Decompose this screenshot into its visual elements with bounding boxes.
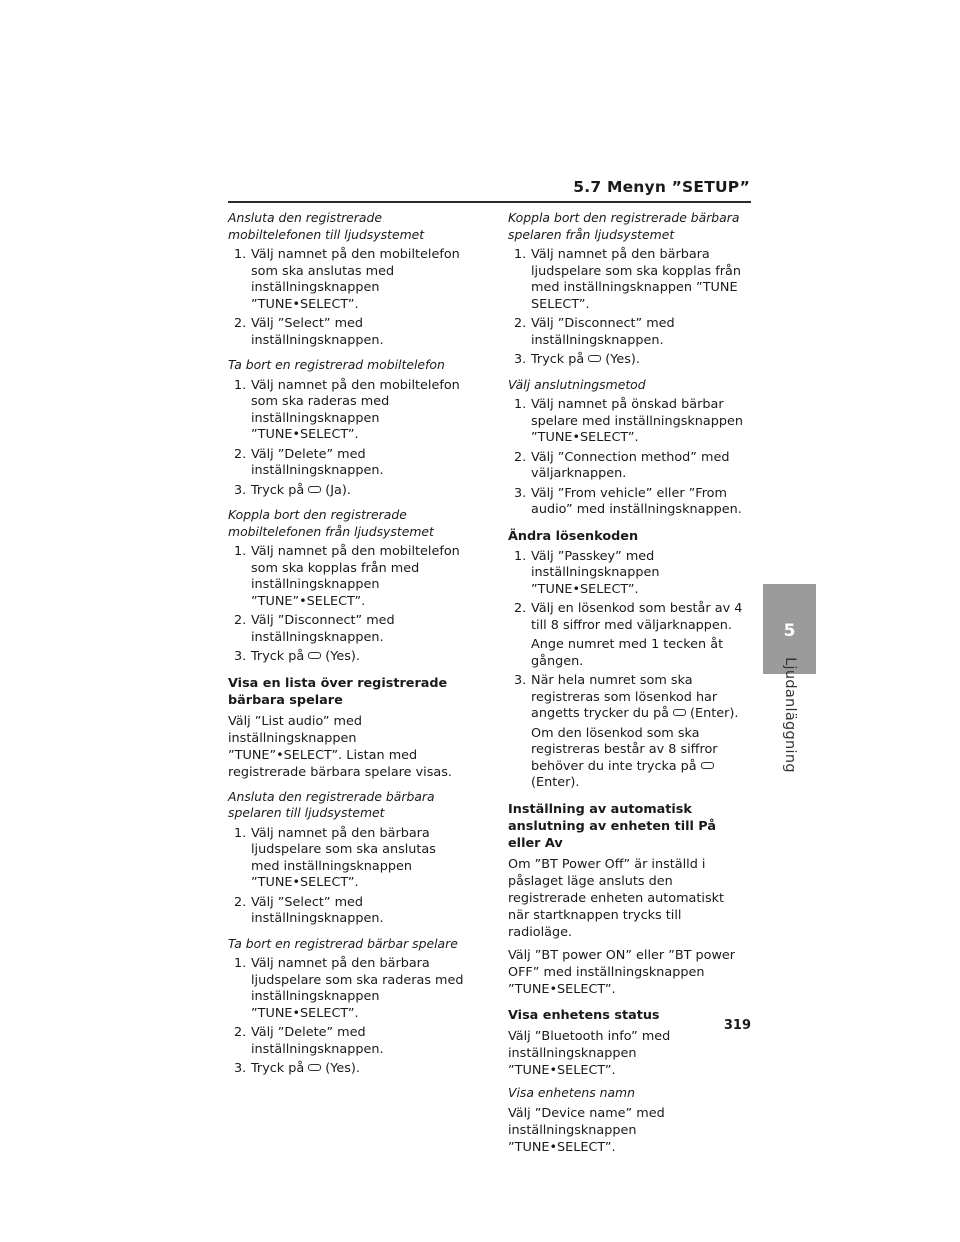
right-column	[508, 210, 748, 1162]
dash-button-icon	[588, 355, 601, 362]
step-text: Välj namnet på den bärbara ljudspelare som ska kopplas från med inställningsknappen ”TUNE SELECT”.	[531, 247, 741, 312]
step-item	[234, 447, 468, 480]
step-number: 1.	[514, 247, 527, 262]
left-column	[228, 210, 468, 1081]
body-paragraph: Om ”BT Power Off” är inställd i påslaget läge ansluts den registrerade enheten automatiskt när startknappen trycks till radioläge.	[508, 856, 725, 940]
step-number: 3.	[234, 649, 247, 664]
step-text: Välj ”Select” med inställningsknappen.	[251, 894, 384, 926]
step-item	[514, 450, 748, 483]
step-text-end: (Yes).	[325, 1061, 360, 1076]
section-heading: Visa enhetens status	[508, 1007, 660, 1023]
step-item	[514, 549, 748, 599]
step-text: Tryck på	[251, 482, 305, 498]
step-number: 1.	[514, 397, 527, 412]
dash-button-icon	[701, 762, 714, 769]
chapter-header-title: 5.7 Menyn ”SETUP”	[573, 178, 750, 196]
step-text-end: (Yes).	[605, 352, 640, 367]
chapter-number: 5	[783, 621, 796, 641]
step-text: Välj namnet på den mobiltelefon som ska anslutas med inställningsknappen ”TUNE•SELECT”.	[251, 247, 460, 312]
step-number: 1.	[514, 548, 527, 564]
step-number: 1.	[234, 247, 247, 262]
note-text: Om den lösenkod som ska registreras består av 8 siffror behöver du inte trycka på	[531, 725, 718, 774]
step-number: 1.	[234, 956, 247, 971]
step-item	[234, 956, 468, 1022]
step-number: 2.	[234, 316, 247, 331]
step-note	[514, 726, 748, 792]
step-text: Tryck på	[251, 649, 305, 664]
body-paragraph: Välj ”List audio” med inställningsknappen ”TUNE”•SELECT”. Listan med registrerade bärbara spelare visas.	[228, 713, 452, 780]
step-item	[234, 544, 468, 610]
subsection-title: Ansluta den registrerade mobiltelefonen till ljudsystemet	[228, 210, 425, 242]
subsection-title: Ansluta den registrerade bärbara spelaren till ljudsystemet	[228, 788, 435, 820]
step-number: 1.	[234, 544, 247, 559]
header-divider	[228, 201, 751, 203]
step-number: 2.	[514, 449, 527, 465]
step-text: Välj namnet på den mobiltelefon som ska raderas med inställningsknappen ”TUNE•SELECT”.	[251, 377, 460, 442]
step-item	[234, 483, 468, 500]
step-text: Välj ”Passkey” med inställningsknappen ”TUNE•SELECT”.	[531, 548, 660, 597]
step-item	[234, 649, 468, 666]
step-number: 2.	[234, 1025, 247, 1040]
step-text: Välj namnet på den mobiltelefon som ska kopplas från med inställningsknappen ”TUNE”•SELECT”.	[251, 544, 460, 609]
step-text: Välj ”Connection method” med väljarknappen.	[531, 449, 730, 481]
step-text: Välj namnet på den bärbara ljudspelare som ska anslutas med inställningsknappen ”TUNE•SELECT”.	[251, 825, 436, 890]
dash-button-icon	[308, 486, 321, 493]
step-number: 2.	[514, 316, 527, 331]
dash-button-icon	[308, 652, 321, 659]
body-paragraph: Välj ”Bluetooth info” med inställningsknappen ”TUNE•SELECT”.	[508, 1028, 671, 1078]
subsection-title: Ta bort en registrerad bärbar spelare	[228, 935, 458, 951]
dash-button-icon	[308, 1064, 321, 1071]
step-text: Välj namnet på den bärbara ljudspelare som ska raderas med inställningsknappen ”TUNE•SELECT”.	[251, 956, 464, 1021]
section-heading: Inställning av automatisk anslutning av enheten till På eller Av	[508, 801, 716, 851]
step-text: Välj ”Delete” med inställningsknappen.	[251, 446, 384, 478]
step-number: 3.	[234, 1061, 247, 1076]
step-text: Välj ”Delete” med inställningsknappen.	[251, 1025, 384, 1057]
step-item	[514, 397, 748, 447]
step-number: 3.	[514, 673, 527, 688]
step-item	[514, 673, 748, 723]
step-text: Välj ”From vehicle” eller ”From audio” med inställningsknappen.	[531, 485, 742, 517]
step-number: 2.	[234, 446, 247, 462]
step-number: 1.	[234, 825, 247, 841]
step-text-end: (Enter).	[690, 706, 739, 721]
step-number: 3.	[234, 482, 247, 498]
step-text-end: (Yes).	[325, 649, 360, 664]
body-paragraph: Välj ”Device name” med inställningsknappen ”TUNE•SELECT”.	[508, 1106, 665, 1155]
step-item	[514, 486, 748, 519]
section-heading: Visa en lista över registrerade bärbara spelare	[228, 675, 448, 708]
page-number: 319	[723, 1018, 751, 1033]
step-number: 2.	[234, 613, 247, 628]
step-item	[234, 316, 468, 349]
step-text: När hela numret som ska registreras som lösenkod har angetts trycker du på	[531, 673, 718, 721]
step-text: Välj ”Disconnect” med inställningsknappen.	[531, 316, 675, 348]
step-number: 2.	[234, 894, 247, 910]
step-item	[234, 247, 468, 313]
subsection-title: Ta bort en registrerad mobiltelefon	[228, 357, 445, 372]
chapter-label: Ljudanläggning	[782, 657, 798, 773]
step-item	[234, 826, 468, 892]
step-number: 3.	[514, 485, 527, 501]
step-text: Tryck på	[251, 1061, 305, 1076]
step-text: Välj namnet på önskad bärbar spelare med inställningsknappen ”TUNE•SELECT”.	[531, 397, 743, 445]
step-item	[514, 352, 748, 369]
step-item	[234, 613, 468, 646]
step-text: Välj ”Disconnect” med inställningsknappen.	[251, 613, 395, 645]
step-note: Ange numret med 1 tecken åt gången.	[531, 637, 724, 669]
step-text: Välj en lösenkod som består av 4 till 8 siffror med väljarknappen.	[531, 601, 743, 633]
subsection-title: Välj anslutningsmetod	[508, 376, 646, 392]
subsection-title: Visa enhetens namn	[508, 1084, 635, 1100]
step-number: 1.	[234, 377, 247, 393]
step-item	[234, 1025, 468, 1058]
step-item	[234, 378, 468, 444]
section-heading: Ändra lösenkoden	[508, 528, 639, 544]
step-item	[234, 895, 468, 928]
note-text-end: (Enter).	[531, 775, 580, 790]
subsection-title: Koppla bort den registrerade mobiltelefonen från ljudsystemet	[228, 507, 434, 539]
dash-button-icon	[673, 709, 686, 716]
step-text: Tryck på	[531, 352, 585, 367]
step-item	[514, 316, 748, 349]
step-item	[514, 601, 748, 634]
step-text: Välj ”Select” med inställningsknappen.	[251, 316, 384, 348]
step-number: 2.	[514, 601, 527, 616]
step-number: 3.	[514, 352, 527, 367]
step-item	[514, 247, 748, 313]
step-item	[234, 1061, 468, 1078]
body-paragraph: Välj ”BT power ON” eller ”BT power OFF” med inställningsknappen ”TUNE•SELECT”.	[508, 947, 736, 997]
subsection-title: Koppla bort den registrerade bärbara spelaren från ljudsystemet	[508, 210, 740, 242]
step-text-end: (Ja).	[325, 482, 351, 498]
